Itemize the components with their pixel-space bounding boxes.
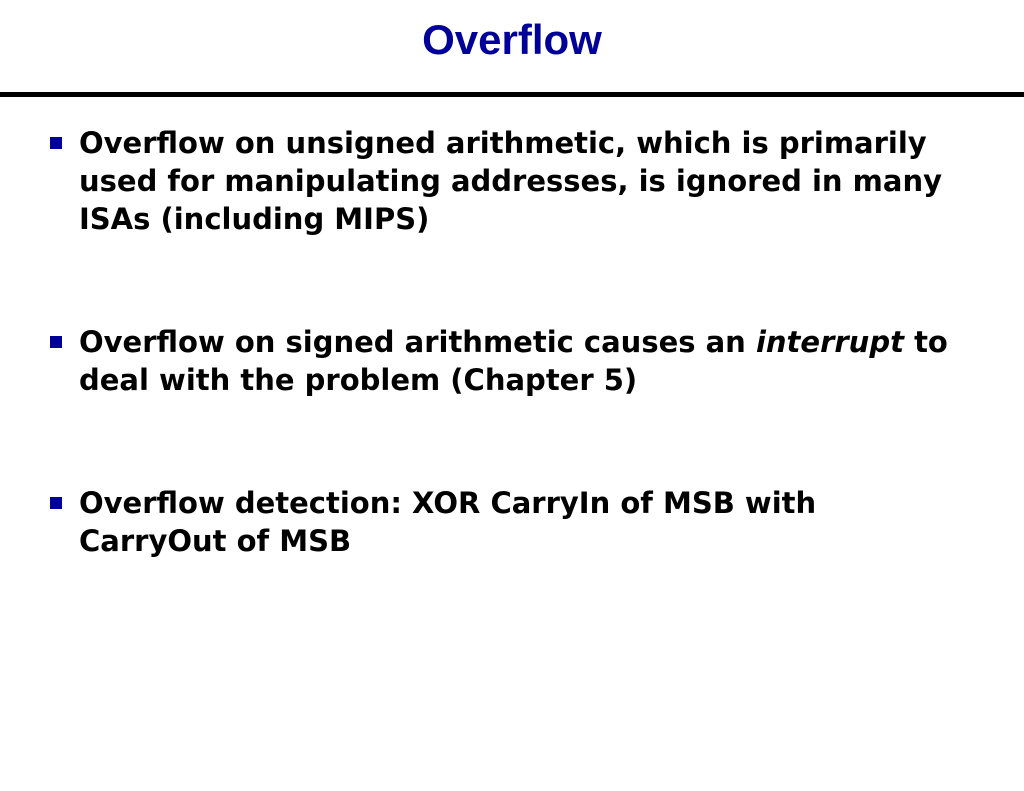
bullet-item [50, 323, 950, 399]
square-bullet-icon [50, 336, 62, 348]
title-divider [0, 92, 1024, 97]
square-bullet-icon [50, 137, 62, 149]
square-bullet-icon [50, 497, 62, 509]
bullet-item [50, 484, 950, 560]
slide-title: Overflow [422, 16, 602, 63]
bullet-text-before: Overflow on signed arithmetic causes an [79, 325, 746, 359]
bullet-text-after: to deal with the problem (Chapter 5) [79, 325, 948, 397]
bullet-list [50, 124, 950, 560]
bullet-text: Overflow on unsigned arithmetic, which is primarily used for manipulating addresses, is ignored in many ISAs (including MIPS) [79, 126, 942, 236]
bullet-item [50, 124, 950, 238]
bullet-emphasis: interrupt [755, 325, 904, 359]
bullet-text: Overflow detection: XOR CarryIn of MSB with CarryOut of MSB [79, 486, 817, 558]
